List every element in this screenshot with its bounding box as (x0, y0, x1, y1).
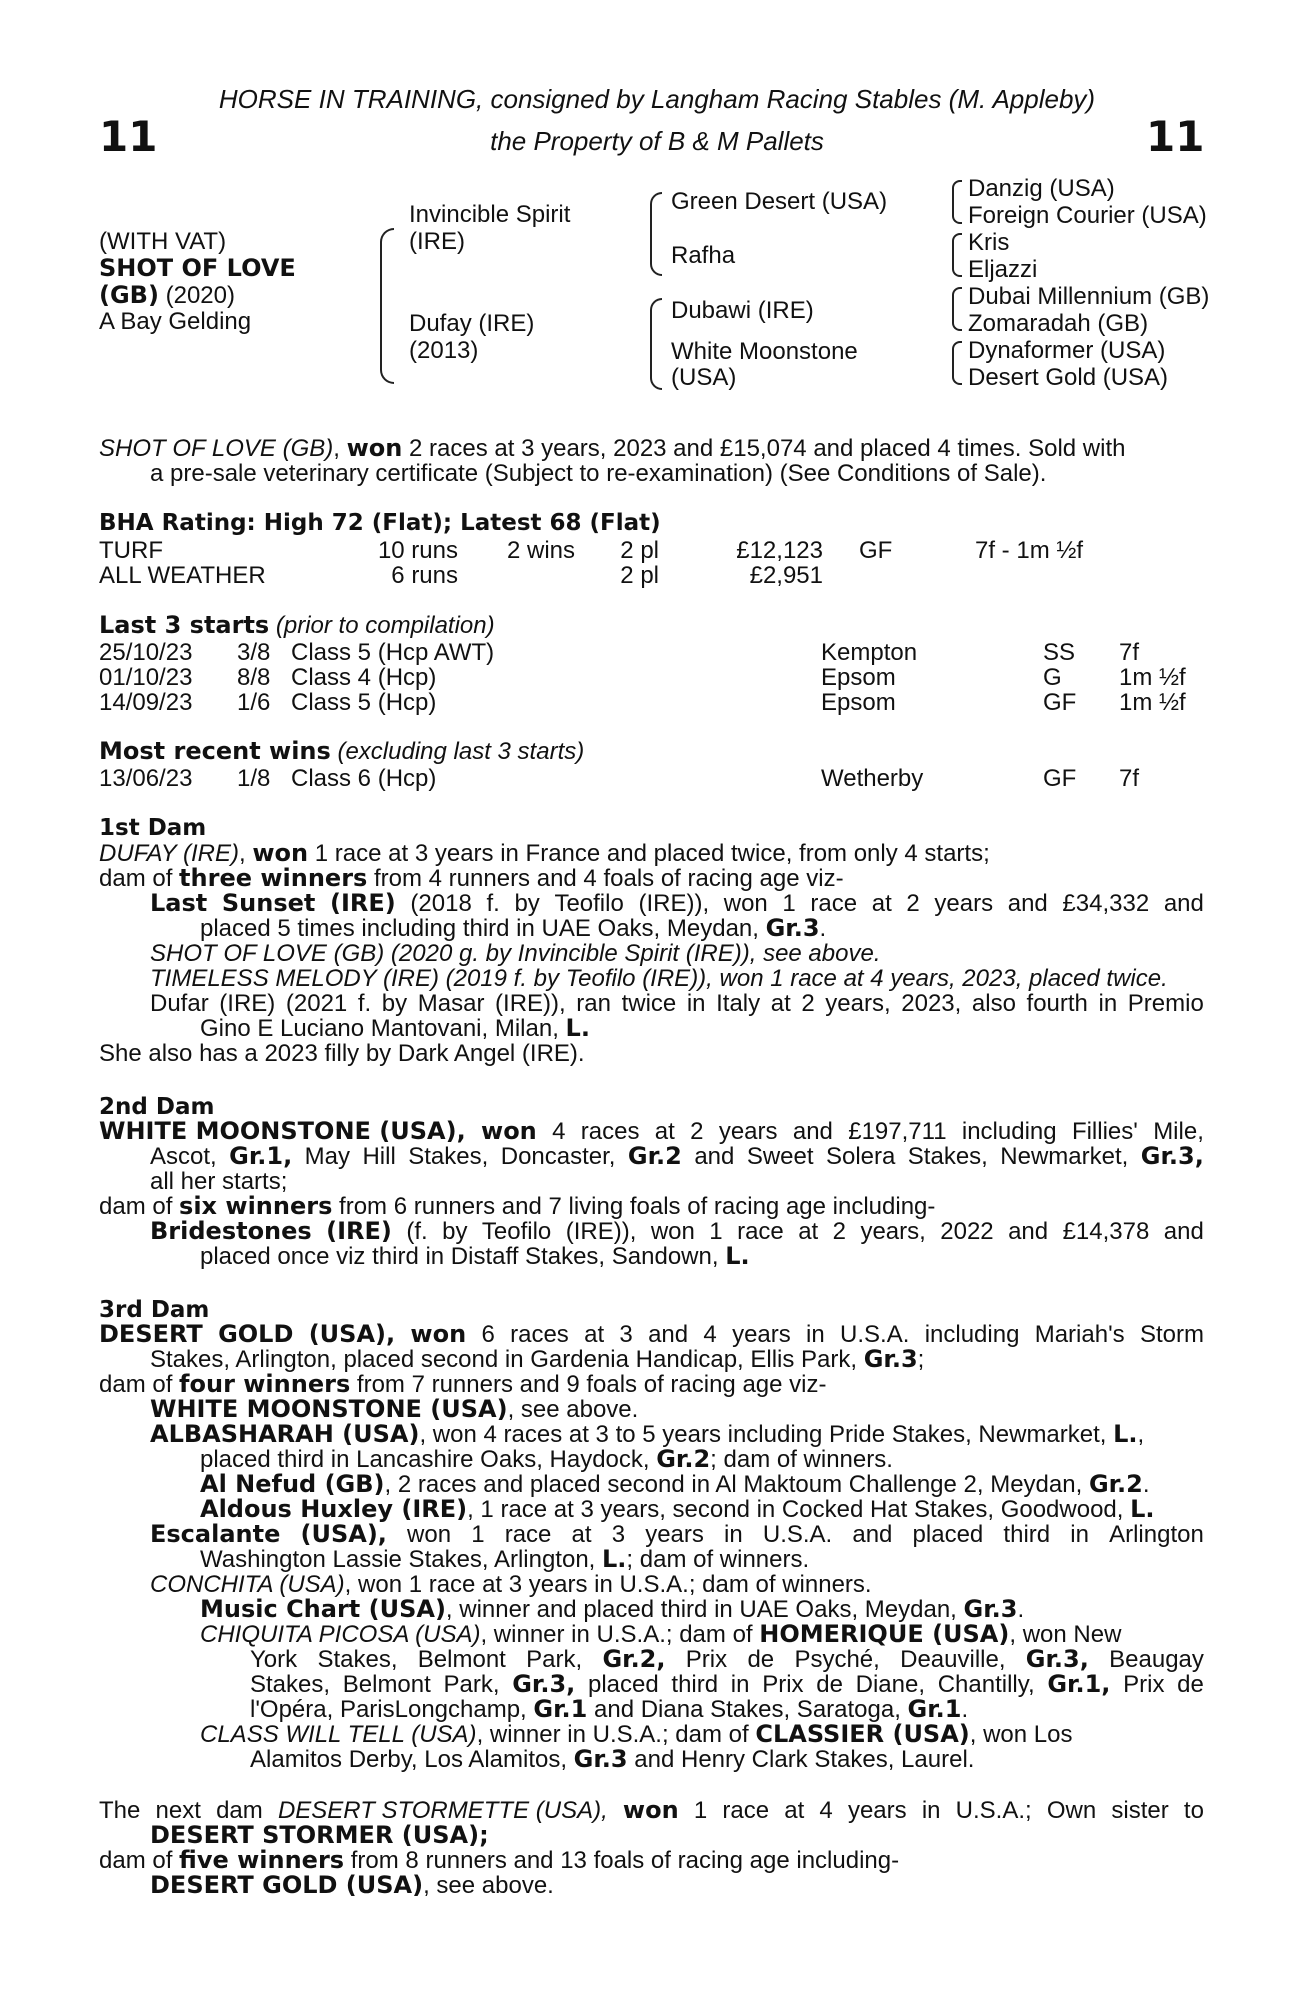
word: won (407, 1521, 452, 1548)
word: to (1183, 1797, 1204, 1824)
chiquita-picosa-line-4: l'Opéra, ParisLongchamp, Gr.1 and Diana Stakes, Saratoga, Gr.1. (250, 1695, 969, 1723)
word: Deauville, (900, 1646, 1006, 1673)
first-dam-produce-shot-of-love: SHOT OF LOVE (GB) (2020 g. by Invincible Spirit (IRE)), see above. (150, 940, 881, 967)
word: ran (576, 990, 611, 1017)
word: years (718, 1118, 778, 1145)
first-dam-produce-dufar-cont: Gino E Luciano Mantovani, Milan, L. (200, 1014, 590, 1042)
last-start-class: Class 5 (Hcp AWT) (291, 639, 495, 666)
word: de (747, 1646, 775, 1673)
first-dam-line-1: DUFAY (IRE), won 1 race at 3 years in France and placed twice, from only 4 starts; (99, 839, 990, 867)
word: Arlington (1109, 1521, 1204, 1548)
second-dam-line-3: all her starts; (150, 1168, 288, 1195)
word: 2 (906, 890, 920, 917)
second-dam-line-2 (150, 1144, 1204, 1169)
word: 3 (619, 1321, 633, 1348)
word: 2 (801, 990, 815, 1017)
horse-name: SHOT OF LOVE (99, 254, 296, 282)
race-summary-line-1: SHOT OF LOVE (GB), won 2 races at 3 years, 2023 and £15,074 and placed 4 times. Sold with (99, 434, 1126, 462)
word: won (650, 1218, 695, 1245)
word: at (798, 1218, 819, 1245)
granddam-sire-name: Dubawi (IRE) (671, 297, 814, 324)
word: Doncaster, (500, 1143, 616, 1170)
summary-won: won (346, 434, 403, 462)
last-start-course: Epsom (821, 664, 896, 691)
word: at (654, 1118, 675, 1145)
word: and (1007, 890, 1048, 917)
last-3-starts-heading (99, 613, 495, 638)
word: 4 (552, 1118, 566, 1145)
last-start-going: SS (1043, 639, 1076, 666)
chiquita-picosa-line-2 (250, 1647, 1204, 1672)
lot-number-left: 11 (99, 112, 158, 161)
word: Park, (443, 1671, 500, 1698)
word: (USA), (308, 1320, 396, 1348)
word: won (723, 890, 768, 917)
third-dam-produce-white-moonstone: WHITE MOONSTONE (USA), see above. (150, 1395, 639, 1423)
word: Dufar (150, 990, 209, 1017)
word: 4 (819, 1797, 833, 1824)
word: at (770, 990, 791, 1017)
pedigree-brace-sire-dam (380, 228, 394, 384)
word: Gr.2 (627, 1142, 682, 1170)
word: DESERT STORMETTE (USA), (277, 1797, 608, 1824)
grandsire-name: Green Desert (USA) (671, 188, 888, 215)
word: years (934, 890, 994, 917)
word: f. (357, 990, 372, 1017)
rating-surface: TURF (99, 537, 163, 564)
class-will-tell-line-2: Alamitos Derby, Los Alamitos, Gr.3 and Henry Clark Stakes, Laurel. (250, 1745, 975, 1773)
word: (IRE)), (495, 990, 566, 1017)
second-dam-line-1 (99, 1119, 1204, 1144)
word: 1 (471, 1521, 485, 1548)
word: and (1163, 1218, 1204, 1245)
word: race (810, 890, 858, 917)
second-dam-produce-bridestones-cont: placed once viz third in Distaff Stakes, Sandown, L. (200, 1242, 750, 1270)
word: by (514, 890, 540, 917)
sire-name: Invincible Spirit (409, 201, 571, 228)
word: in (921, 1797, 941, 1824)
lot-number-right: 11 (1146, 112, 1205, 161)
word: Psyché, (794, 1646, 880, 1673)
albasharah-produce-al-nefud: Al Nefud (GB), 2 races and placed second in Al Maktoum Challenge 2, Meydan, Gr.2. (200, 1470, 1150, 1498)
rating-surface: ALL WEATHER (99, 562, 266, 589)
conchita-produce-class-will-tell: CLASS WILL TELL (USA), winner in U.S.A.; dam of CLASSIER (USA), won Los (200, 1720, 1073, 1748)
word: by (442, 1218, 468, 1245)
pedigree-brace-ggs-4 (952, 341, 962, 385)
rating-prize: £2,951 (749, 562, 823, 589)
word: Gr.1, (229, 1142, 293, 1170)
word: de (1177, 1671, 1204, 1698)
word: Gr.3, (512, 1670, 576, 1698)
word: won (622, 1796, 679, 1824)
last-start-position: 1/6 (237, 689, 271, 716)
word: Park, (526, 1646, 583, 1673)
second-dam-produce-bridestones (150, 1219, 1204, 1244)
word: won (481, 1117, 537, 1145)
word: Italy (716, 990, 761, 1017)
horse-description: A Bay Gelding (99, 308, 252, 335)
word: at (584, 1321, 605, 1348)
word: and (852, 1521, 893, 1548)
ancestor-dynaformer: Dynaformer (USA) (968, 337, 1166, 364)
ancestor-danzig: Danzig (USA) (968, 175, 1115, 202)
word: placed (587, 1671, 659, 1698)
first-dam-produce-last-sunset (150, 891, 1204, 916)
last-start-distance: 1m ½f (1119, 664, 1186, 691)
word: years (847, 1797, 907, 1824)
ancestor-zomaradah: Zomaradah (GB) (968, 310, 1149, 337)
rating-runs: 6 runs (391, 562, 458, 589)
word: Mile, (1153, 1118, 1204, 1145)
second-dam-title: 2nd Dam (99, 1094, 215, 1120)
word: 1 (709, 1218, 723, 1245)
albasharah-produce-aldous-huxley: Aldous Huxley (IRE), 1 race at 3 years, second in Cocked Hat Stakes, Goodwood, L. (200, 1495, 1155, 1523)
third-dam-title: 3rd Dam (99, 1297, 210, 1323)
second-dam-line-4: dam of six winners from 6 runners and 7 living foals of racing age including- (99, 1192, 936, 1220)
recent-win-distance: 7f (1119, 765, 1140, 792)
first-dam-produce-timeless-melody: TIMELESS MELODY (IRE) (2019 f. by Teofilo (IRE)), won 1 race at 4 years, 2023, placed twice. (150, 965, 1168, 992)
first-dam-title: 1st Dam (99, 815, 207, 841)
summary-text: 2 races at 3 years, 2023 and £15,074 and placed 4 times. Sold with (402, 435, 1126, 462)
word: Teofilo (481, 1218, 552, 1245)
recent-win-going: GF (1043, 765, 1077, 792)
last-start-position: 3/8 (237, 639, 271, 666)
horse-year: (2020) (158, 282, 235, 309)
word: The (99, 1797, 141, 1824)
word: and (792, 1118, 833, 1145)
recent-win-date: 13/06/23 (99, 765, 193, 792)
word: Premio (1127, 990, 1204, 1017)
ancestor-dubai-millennium: Dubai Millennium (GB) (968, 283, 1210, 310)
race-summary-line-2: a pre-sale veterinary certificate (Subject to re-examination) (See Conditions of Sale). (150, 460, 1047, 487)
horse-country: (GB) (99, 281, 159, 309)
horse-origin-year (99, 281, 235, 310)
pedigree-brace-sire-line (650, 192, 662, 276)
word: Stakes, (408, 1143, 489, 1170)
word: in (724, 1521, 743, 1548)
word: 4 (703, 1321, 717, 1348)
word: (2021 (285, 990, 348, 1017)
word: by (381, 990, 408, 1017)
word: next (155, 1797, 201, 1824)
last-start-going: G (1043, 664, 1062, 691)
last-start-class: Class 5 (Hcp) (291, 689, 437, 716)
word: years, (860, 1218, 926, 1245)
summary-horse-name: SHOT OF LOVE (GB) (99, 435, 334, 462)
word: fourth (1026, 990, 1088, 1017)
first-dam-filly-note: She also has a 2023 filly by Dark Angel (IRE). (99, 1040, 585, 1067)
word: and (1163, 890, 1204, 917)
word: including (924, 1321, 1020, 1348)
rating-runs: 10 runs (377, 537, 458, 564)
word: dam (216, 1797, 263, 1824)
word: and (1008, 1218, 1049, 1245)
dam-year: (2013) (409, 337, 479, 364)
ancestor-desert-gold: Desert Gold (USA) (968, 364, 1169, 391)
word: sister (1111, 1797, 1169, 1824)
word: years, (825, 990, 891, 1017)
last-3-starts-note: (prior to compilation) (269, 612, 495, 639)
recent-wins-note: (excluding last 3 starts) (330, 738, 585, 765)
word: Fillies' (1071, 1118, 1138, 1145)
word: WHITE MOONSTONE (USA), (99, 1117, 466, 1145)
third-dam-produce-albasharah: ALBASHARAH (USA), won 4 races at 3 to 5 years including Pride Stakes, Newmarket, L., (150, 1420, 1145, 1448)
next-dam-produce-desert-gold: DESERT GOLD (USA), see above. (150, 1871, 554, 1899)
last-3-starts-title: Last 3 starts (99, 611, 270, 639)
word: races (510, 1321, 569, 1348)
word: Stakes, (907, 1143, 988, 1170)
word: Escalante (150, 1520, 281, 1548)
bha-rating-title: BHA Rating: High 72 (Flat); Latest 68 (Flat) (99, 510, 661, 536)
last-start-class: Class 4 (Hcp) (291, 664, 437, 691)
third-dam-produce-escalante-cont: Washington Lassie Stakes, Arlington, L.; dam of winners. (200, 1545, 810, 1573)
word: Diane, (855, 1671, 926, 1698)
word: de (816, 1671, 843, 1698)
third-dam-produce-conchita: CONCHITA (USA), won 1 race at 3 years in U.S.A.; dam of winners. (150, 1571, 872, 1598)
next-dam-line-3: dam of five winners from 8 runners and 13 foals of racing age including- (99, 1846, 900, 1874)
word: won (410, 1320, 467, 1348)
word: also (971, 990, 1016, 1017)
word: years (732, 1321, 791, 1348)
word: race (722, 1797, 770, 1824)
ancestor-foreign-courier: Foreign Courier (USA) (968, 202, 1207, 229)
word: (f. (406, 1218, 428, 1245)
word: placed (912, 1521, 984, 1548)
word: Own (1046, 1797, 1097, 1824)
word: Solera (825, 1143, 896, 1170)
vat-note: (WITH VAT) (99, 228, 227, 255)
last-start-date: 14/09/23 (99, 689, 193, 716)
pedigree-brace-ggs-3 (952, 287, 962, 331)
word: Mariah's (1034, 1321, 1125, 1348)
word: 1 (782, 890, 796, 917)
word: Stakes, (317, 1646, 398, 1673)
word: at (784, 1797, 805, 1824)
word: (IRE)), (565, 1218, 637, 1245)
rating-wins: 2 wins (506, 537, 575, 564)
word: Bridestones (150, 1217, 312, 1245)
last-start-distance: 1m ½f (1119, 689, 1186, 716)
word: 2 (690, 1118, 704, 1145)
word: years (645, 1521, 704, 1548)
word: 1 (693, 1797, 708, 1824)
rating-placed: 2 pl (620, 562, 659, 589)
word: Sweet (746, 1143, 814, 1170)
word: York (250, 1646, 298, 1673)
word: £14,378 (1062, 1218, 1150, 1245)
grandsire-dam-name: Rafha (671, 242, 736, 269)
recent-win-position: 1/8 (237, 765, 271, 792)
word: £197,711 (848, 1118, 947, 1145)
word: f. (486, 890, 500, 917)
word: Chantilly, (937, 1671, 1035, 1698)
third-dam-line-1 (99, 1322, 1204, 1347)
word: at (871, 890, 892, 917)
conchita-produce-chiquita-picosa: CHIQUITA PICOSA (USA), winner in U.S.A.; dam of HOMERIQUE (USA), won New (200, 1620, 1122, 1648)
first-dam-produce-dufar (150, 991, 1204, 1016)
recent-win-class: Class 6 (Hcp) (291, 765, 437, 792)
third-dam-produce-escalante (150, 1522, 1204, 1547)
rating-going: GF (859, 537, 893, 564)
word: GOLD (218, 1320, 294, 1348)
word: (IRE) (219, 990, 276, 1017)
word: race (504, 1521, 552, 1548)
word: in (1098, 990, 1118, 1017)
word: races (580, 1118, 640, 1145)
word: (IRE)), (638, 890, 710, 917)
word: Gr.3, (1025, 1645, 1089, 1673)
word: twice (621, 990, 677, 1017)
word: Gr.1, (1047, 1670, 1111, 1698)
last-start-date: 25/10/23 (99, 639, 193, 666)
word: 6 (481, 1321, 495, 1348)
chiquita-picosa-line-3 (250, 1672, 1204, 1697)
granddam-country: (USA) (671, 364, 737, 391)
last-start-going: GF (1043, 689, 1077, 716)
word: third (1003, 1521, 1051, 1548)
last-start-position: 8/8 (237, 664, 271, 691)
ancestor-eljazzi: Eljazzi (968, 256, 1038, 283)
word: Newmarket, (1000, 1143, 1129, 1170)
last-start-distance: 7f (1119, 639, 1140, 666)
word: Prix (762, 1671, 804, 1698)
word: (USA), (300, 1520, 387, 1548)
word: Masar (417, 990, 485, 1017)
word: £34,332 (1062, 890, 1150, 917)
word: and (648, 1321, 689, 1348)
word: 2022 (940, 1218, 994, 1245)
recent-wins-heading (99, 739, 584, 764)
word: Ascot, (150, 1143, 217, 1170)
pedigree-brace-ggs-1 (952, 180, 962, 224)
word: race (737, 1218, 784, 1245)
third-dam-produce-albasharah-cont: placed third in Lancashire Oaks, Haydock, Gr.2; dam of winners. (200, 1445, 893, 1473)
word: (IRE) (326, 1217, 392, 1245)
word: Belmont (417, 1646, 506, 1673)
pedigree-brace-ggs-2 (952, 233, 962, 277)
word: third (671, 1671, 719, 1698)
first-dam-line-2: dam of three winners from 4 runners and 4 foals of racing age viz- (99, 864, 844, 892)
word: Stakes, (250, 1671, 331, 1698)
first-dam-produce-last-sunset-cont: placed 5 times including third in UAE Oaks, Meydan, Gr.3. (200, 914, 827, 942)
rating-distance: 7f - 1m ½f (975, 537, 1084, 564)
word: DESERT (99, 1320, 203, 1348)
word: in (730, 1671, 750, 1698)
word: including (961, 1118, 1057, 1145)
recent-win-course: Wetherby (821, 765, 924, 792)
pedigree-brace-dam-line (650, 298, 662, 390)
word: Gr.3, (1140, 1142, 1204, 1170)
last-start-course: Kempton (821, 639, 918, 666)
word: U.S.A.; (955, 1797, 1032, 1824)
word: U.S.A. (840, 1321, 910, 1348)
sire-country: (IRE) (409, 228, 465, 255)
word: Sunset (221, 889, 316, 917)
third-dam-line-3: dam of four winners from 7 runners and 9 foals of racing age viz- (99, 1370, 827, 1398)
word: Prix (685, 1646, 728, 1673)
dam-name: Dufay (IRE) (409, 310, 535, 337)
word: Belmont (342, 1671, 431, 1698)
recent-wins-title: Most recent wins (99, 737, 331, 765)
word: at (571, 1521, 592, 1548)
granddam-name: White Moonstone (671, 338, 858, 365)
last-start-course: Epsom (821, 689, 896, 716)
word: 2 (832, 1218, 847, 1245)
word: Gr.2, (602, 1645, 666, 1673)
rating-prize: £12,123 (736, 537, 823, 564)
word: Storm (1139, 1321, 1204, 1348)
word: Hill (362, 1143, 396, 1170)
next-dam-line-1 (99, 1798, 1204, 1823)
next-dam-line-2: DESERT STORMER (USA); (150, 1821, 489, 1849)
conchita-produce-music-chart: Music Chart (USA), winner and placed third in UAE Oaks, Meydan, Gr.3. (200, 1595, 1025, 1623)
word: 3 (611, 1521, 626, 1548)
word: Prix (1123, 1671, 1165, 1698)
word: in (806, 1321, 825, 1348)
word: (2018 (410, 890, 472, 917)
ancestor-kris: Kris (968, 229, 1010, 256)
word: U.S.A. (762, 1521, 833, 1548)
property-line: the Property of B & M Pallets (490, 126, 824, 156)
word: (IRE) (330, 889, 396, 917)
word: Beaugay (1109, 1646, 1204, 1673)
word: and (694, 1143, 735, 1170)
word: Teofilo (554, 890, 624, 917)
word: 2023, (901, 990, 962, 1017)
consignor-line: HORSE IN TRAINING, consigned by Langham Racing Stables (M. Appleby) (218, 84, 1096, 114)
rating-placed: 2 pl (620, 537, 659, 564)
word: in (1070, 1521, 1089, 1548)
word: Last (150, 889, 208, 917)
third-dam-line-2: Stakes, Arlington, placed second in Gardenia Handicap, Ellis Park, Gr.3; (150, 1345, 925, 1373)
word: in (686, 990, 706, 1017)
last-start-date: 01/10/23 (99, 664, 193, 691)
word: May (304, 1143, 350, 1170)
